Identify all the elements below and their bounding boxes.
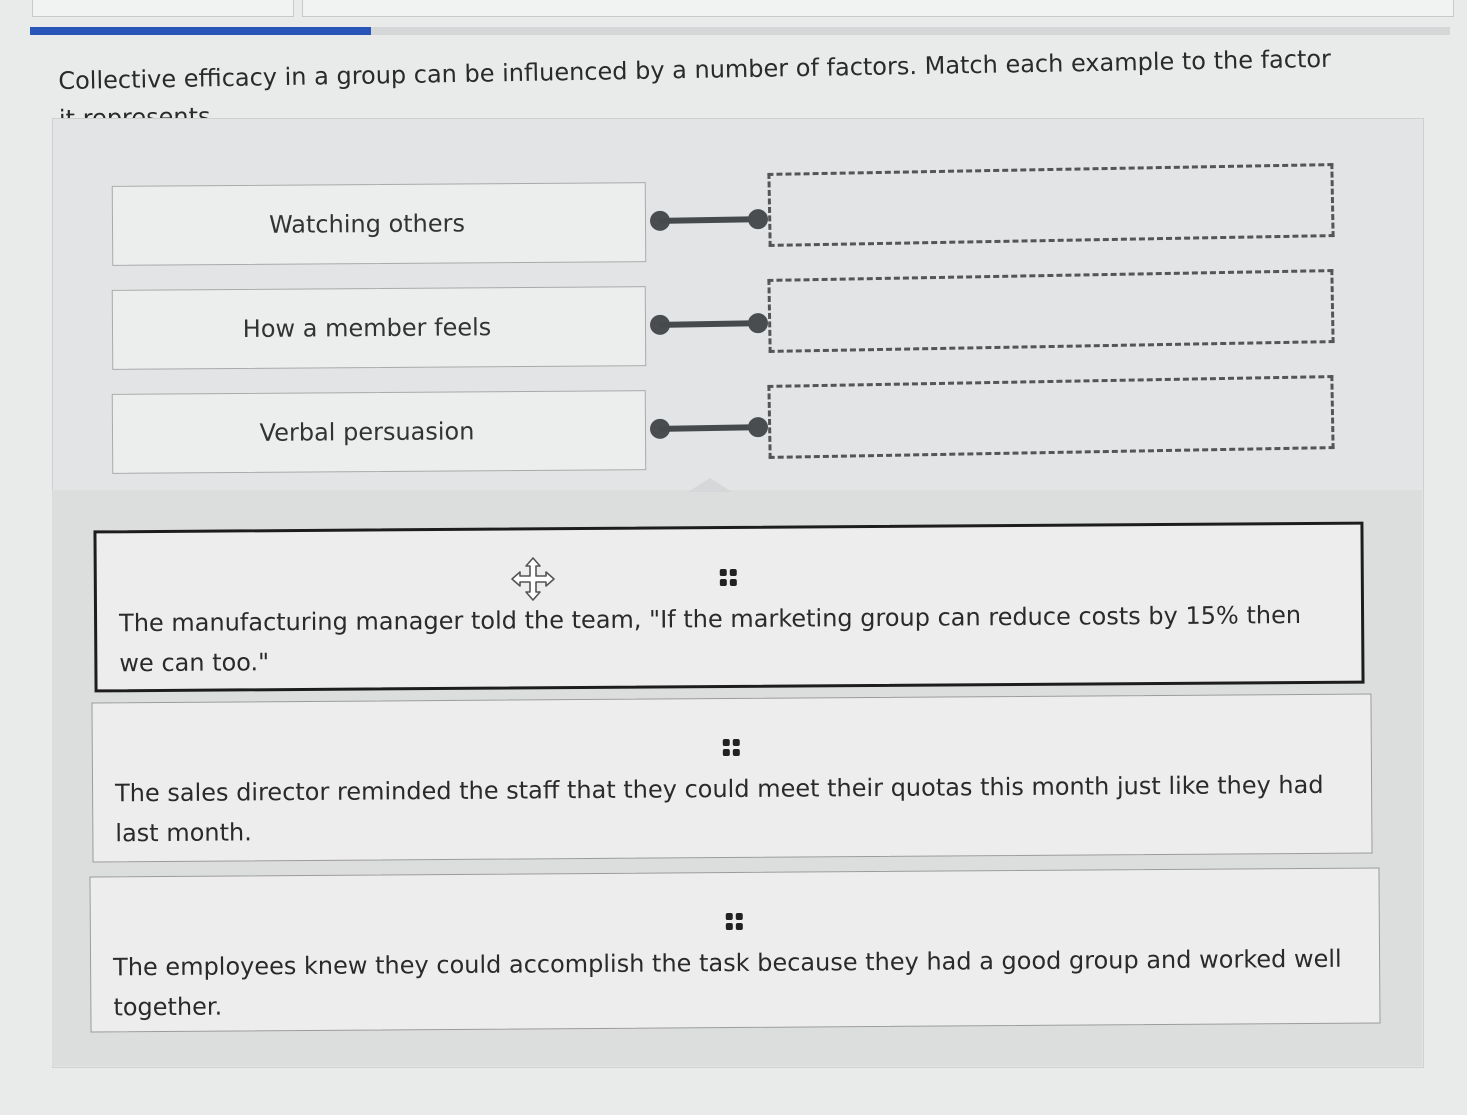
connector-icon (650, 417, 768, 439)
drag-handle-icon[interactable] (726, 913, 744, 931)
top-tab-right (302, 0, 1454, 17)
progress-bar-fill (30, 27, 371, 35)
term-verbal-persuasion (112, 390, 647, 474)
term-label: How a member feels (242, 313, 492, 343)
drop-zone-1[interactable] (767, 163, 1334, 247)
connector-bar (658, 320, 758, 328)
move-cursor-icon (510, 556, 556, 602)
connector-knob-right (748, 417, 768, 437)
drag-handle-icon[interactable] (720, 569, 738, 587)
drop-zone-3[interactable] (767, 375, 1334, 459)
connector-icon (650, 313, 768, 335)
answer-card-manufacturing[interactable] (93, 522, 1364, 693)
term-label: Verbal persuasion (259, 417, 475, 447)
term-watching-others (112, 182, 647, 266)
connector-knob-right (748, 313, 768, 333)
drop-zone-2[interactable] (767, 269, 1334, 353)
answer-text: The manufacturing manager told the team, "If the marketing group can reduce costs by 15% then we can too." (119, 601, 1302, 678)
drag-handle-icon[interactable] (723, 739, 741, 757)
connector-knob-right (748, 209, 768, 229)
term-label: Watching others (268, 209, 466, 239)
top-tab-left (32, 0, 294, 17)
answer-card-sales[interactable] (91, 694, 1372, 863)
term-how-member-feels (112, 286, 647, 370)
connector-bar (658, 424, 758, 432)
question-prompt: Collective efficacy in a group can be influenced by a number of factors. Match each example to the factor (58, 44, 1332, 95)
answer-text: The employees knew they could accomplish the task because they had a good group and worked well together. (113, 944, 1342, 1022)
answer-bank-caret (688, 478, 732, 492)
answer-text: The sales director reminded the staff that they could meet their quotas this month just like they had last month. (114, 770, 1324, 848)
connector-icon (650, 209, 768, 231)
answer-card-employees[interactable] (89, 867, 1380, 1032)
progress-bar (30, 27, 1450, 35)
connector-bar (658, 216, 758, 224)
